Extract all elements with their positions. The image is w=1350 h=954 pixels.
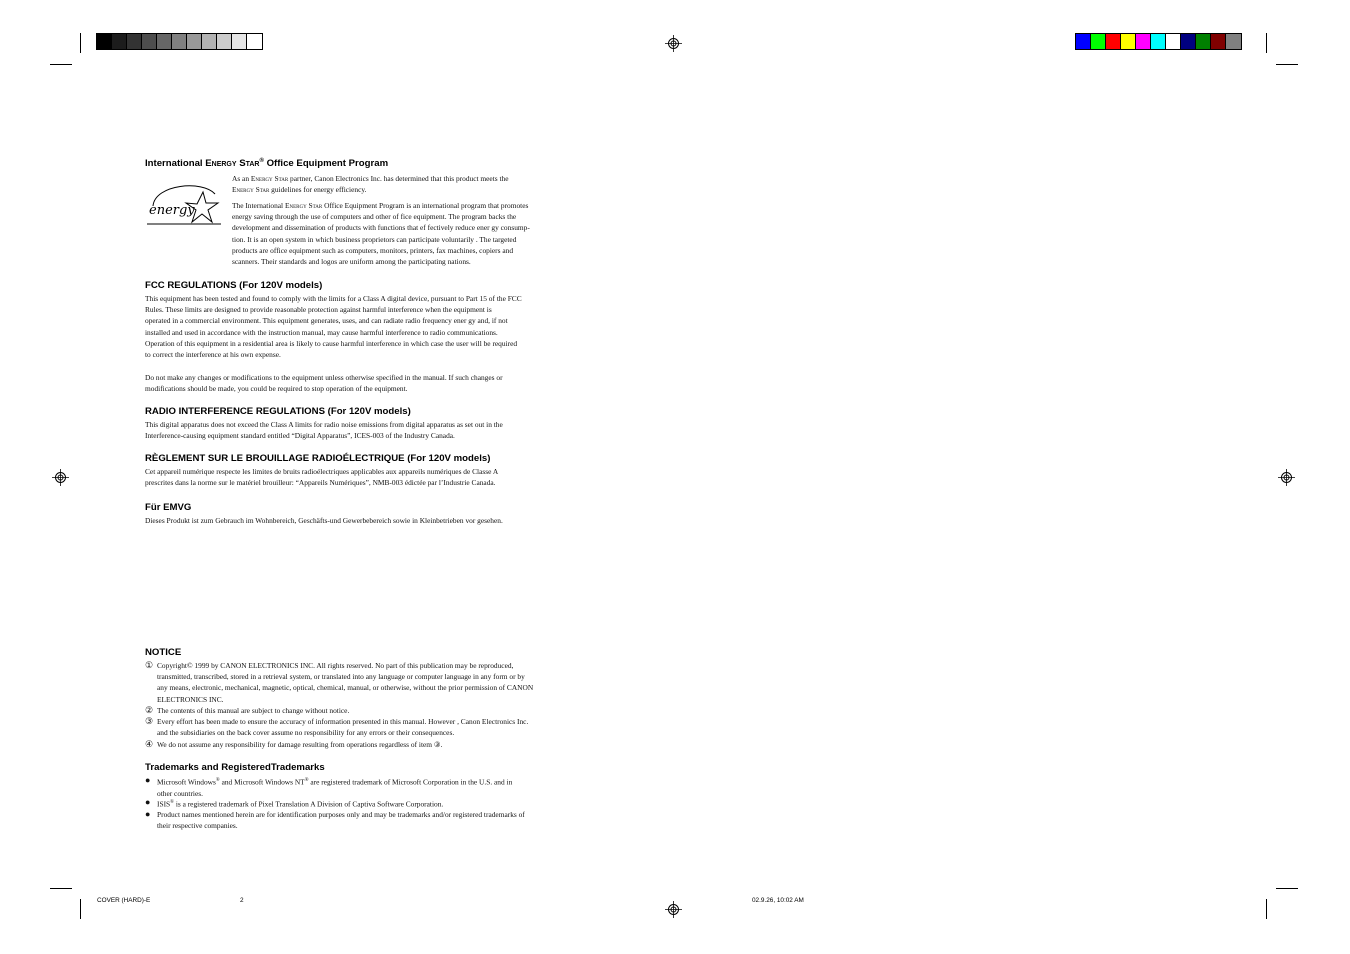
trademark-item: Product names mentioned herein are for identification purposes only and may be trademarks and/or registered trademarks of their respective companies. [157,810,525,831]
bullet-icon: ● [145,809,151,819]
emvg-paragraph: Dieses Produkt ist zum Gebrauch im Wohnbereich, Geschäfts-und Gewerbebereich sowie in Kleinbetrieben vor gesehen. [145,516,503,525]
color-swatch [217,34,232,49]
notice-item-marker: ③ [145,716,154,726]
color-swatch [1106,34,1121,49]
energy-star-logo [145,178,225,226]
notice-item: Every effort has been made to ensure the accuracy of information presented in this manual. However , Canon Electronics Inc. and the subsidiaries on the back cover assume no responsibility for any errors or their consequences. [157,717,529,738]
color-swatch [1136,34,1151,49]
color-swatch [232,34,247,49]
bullet-icon: ● [145,775,151,785]
color-swatch [172,34,187,49]
notice-item-marker: ① [145,660,154,670]
color-swatch [187,34,202,49]
bullet-icon: ● [145,797,151,807]
color-swatch [1121,34,1136,49]
energy-star-heading: International Energy Star® Office Equipment Program [145,158,389,170]
crop-mark [1266,899,1267,919]
color-swatch [142,34,157,49]
registration-mark-icon [52,469,69,486]
reglement-paragraph: Cet appareil numérique respecte les limites de bruits radioélectriques applicables aux appareils numériques de Classe A prescrites dans la norme sur le matériel brouilleur: “Appareils Numériques”, NMB-003 édictée par l’Industrie Canada. [145,467,499,488]
fcc-paragraph-2: Do not make any changes or modifications to the equipment unless otherwise specified in the manual. If such changes or modifications should be made, you could be required to stop operation of the equipment. [145,373,503,394]
color-swatch [1211,34,1226,49]
color-swatch [1196,34,1211,49]
notice-heading: NOTICE [145,647,182,658]
color-swatch [247,34,262,49]
notice-item: Copyright© 1999 by CANON ELECTRONICS INC. All rights reserved. No part of this publication may be reproduced, transmitted, transcribed, stored in a retrieval system, or translated into any language or computer language in any form or by any means, electronic, mechanical, magnetic, optical, chemical, manual, or otherwise, without the prior permission of CANON ELECTRONICS INC. [157,661,534,704]
registration-mark-icon [1278,469,1295,486]
color-swatch [97,34,112,49]
energy-star-paragraph-2: The International Energy Star Office Equipment Program is an international program that promotes energy saving through the use of computers and other of fice equipment. The program backs the development and dissemination of products with functions that ef fectively reduce ener gy consump- tion. It is an open system in which business proprietors can participate voluntarily . The targeted products are office equipment such as computers, monitors, printers, fax machines, copiers and scanners. Their standards and logos are uniform among the participating nations. [232,201,530,267]
registration-mark-icon [665,35,682,52]
color-swatch [157,34,172,49]
crop-mark [80,899,81,919]
color-swatch [1091,34,1106,49]
footer-timestamp: 02.9.26, 10:02 AM [752,897,804,904]
reglement-heading: RÈGLEMENT SUR LE BROUILLAGE RADIOÉLECTRIQUE (For 120V models) [145,453,491,464]
color-swatch [202,34,217,49]
energy-star-paragraph-1: As an Energy Star partner, Canon Electronics Inc. has determined that this product meets the Energy Star guidelines for energy efficiency. [232,174,509,195]
color-swatch [1166,34,1181,49]
color-swatch [1181,34,1196,49]
radio-interference-heading: RADIO INTERFERENCE REGULATIONS (For 120V models) [145,406,411,417]
fcc-heading: FCC REGULATIONS (For 120V models) [145,280,323,291]
crop-mark [1266,33,1267,53]
footer-filename: COVER (HARD)-E [97,897,151,904]
notice-item-marker: ④ [145,739,154,749]
trademark-item: ISIS® is a registered trademark of Pixel Translation A Division of Captiva Software Corporation. [157,799,444,809]
crop-mark [50,888,72,889]
color-swatch [1151,34,1166,49]
grayscale-calibration-bar [96,33,263,50]
color-calibration-bar [1075,33,1242,50]
notice-item-marker: ② [145,705,154,715]
trademarks-heading: Trademarks and RegisteredTrademarks [145,762,325,773]
notice-item: We do not assume any responsibility for damage resulting from operations regardless of item ③. [157,740,443,749]
footer-page-number: 2 [240,897,244,904]
emvg-heading: Für EMVG [145,502,192,513]
color-swatch [1226,34,1241,49]
crop-mark [1276,64,1298,65]
registration-mark-icon [665,901,682,918]
crop-mark [1276,888,1298,889]
trademark-item: Microsoft Windows® and Microsoft Windows NT® are registered trademark of Microsoft Corporation in the U.S. and in other countries. [157,777,513,798]
radio-interference-paragraph: This digital apparatus does not exceed the Class A limits for radio noise emissions from digital apparatus as set out in the Interference-causing equipment standard entitled “Digital Apparatus”, ICES-003 of the Industry Canada. [145,420,503,441]
color-swatch [1076,34,1091,49]
notice-item: The contents of this manual are subject to change without notice. [157,706,350,715]
svg-text:energy: energy [149,203,195,218]
crop-mark [50,64,72,65]
fcc-paragraph: This equipment has been tested and found to comply with the limits for a Class A digital device, pursuant to Part 15 of the FCC Rules. These limits are designed to provide reasonable protection against harmful interference when the equipment is operated in a commercial environment. This equipment generates, uses, and can radiate radio frequency ener gy and, if not installed and used in accordance with the instruction manual, may cause harmful interference to radio communications. Operation of this equipment in a residential area is likely to cause harmful interference in which case the user will be required to correct the interference at his own expense. [145,294,522,360]
crop-mark [80,33,81,53]
color-swatch [112,34,127,49]
color-swatch [127,34,142,49]
